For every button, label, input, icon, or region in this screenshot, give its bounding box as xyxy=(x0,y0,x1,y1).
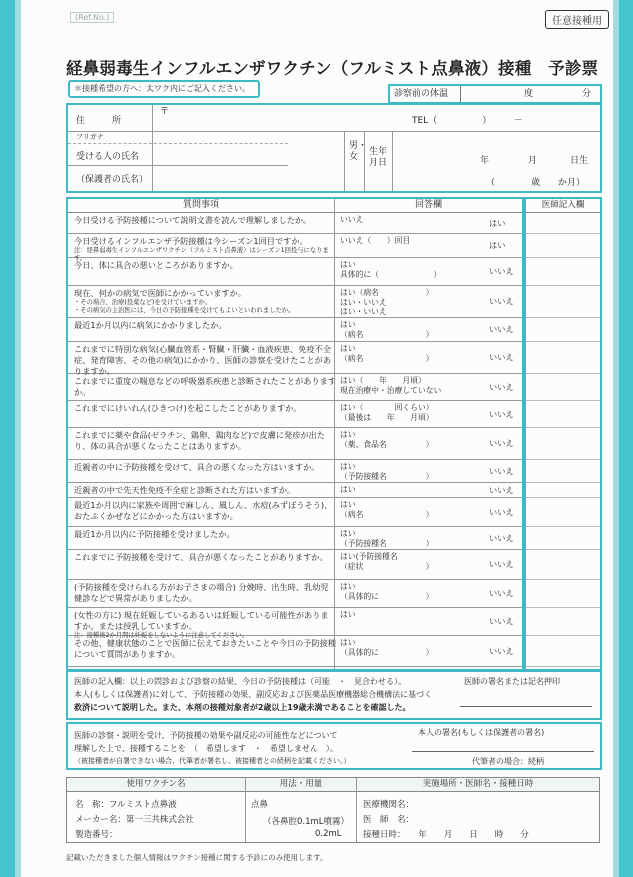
question-row[interactable] xyxy=(68,318,522,342)
answer-option-left[interactable]: いいえ（ ）回目 xyxy=(340,236,411,245)
question-note: 注：経鼻弱毒生インフルエンザワクチン（フルミスト点鼻液）はシーズン1回投与になります。 xyxy=(74,247,329,262)
question-text xyxy=(74,582,336,604)
postal-mark: 〒 xyxy=(160,107,170,117)
answer-option-right[interactable]: いいえ xyxy=(489,296,514,306)
question-header: 質問事項 xyxy=(68,199,335,213)
answer-option-right[interactable]: いいえ xyxy=(489,266,514,276)
question-row[interactable] xyxy=(68,636,522,667)
question-main: 近親者の中に予防接種を受けて、具合の悪くなった方はいますか。 xyxy=(74,462,320,472)
doctor-note-cell[interactable] xyxy=(526,374,600,401)
question-row[interactable] xyxy=(68,234,522,262)
location-header: 実施場所・医師名・接種日時 xyxy=(357,778,599,792)
question-row[interactable] xyxy=(68,213,522,234)
question-main: (予防接種を受けられる方がお子さまの場合) 分娩時、出生時、乳幼児健診などで異常がありましたか。 xyxy=(74,582,329,603)
answer-option-left[interactable]: はい（病名 ） はい・いいえ はい・いいえ xyxy=(340,288,434,317)
consent-sign-line[interactable] xyxy=(412,751,594,752)
answer-option-left[interactable]: いいえ xyxy=(340,215,364,224)
question-text xyxy=(74,288,336,315)
vaccine-table xyxy=(66,777,600,843)
temperature-box[interactable] xyxy=(388,84,602,104)
question-row[interactable] xyxy=(68,550,522,580)
tel-label: TEL（ ） － xyxy=(412,116,523,126)
question-text xyxy=(74,376,336,398)
doctor-explanation-2: 救済について説明した。また、本剤の接種対象者が2歳以上19歳未満であることを確認した。 xyxy=(74,703,411,712)
answer-option-right[interactable]: いいえ xyxy=(489,616,514,626)
question-main: これまでに重度の喘息などの呼吸器系疾患と診断されたことがありますか。 xyxy=(74,376,337,397)
doctor-note-cell[interactable] xyxy=(526,460,600,483)
birth-divider xyxy=(364,131,365,191)
question-text xyxy=(74,403,336,414)
question-main: これまでにけいれん(ひきつけ)を起こしたことがありますか。 xyxy=(74,403,302,413)
question-note: ・その場合、治療(投薬など)を受けていますか。 ・その病気の主治医には、今日の予防接種を受けてもよいといわれましたか。 xyxy=(74,299,295,314)
doctor-section xyxy=(66,670,602,720)
answer-option-left[interactable]: はい （病名 ） xyxy=(340,500,434,519)
vaccine-divider-1 xyxy=(245,778,246,842)
minute-unit: 分 xyxy=(582,89,592,99)
sex-divider xyxy=(344,131,345,191)
consent-proxy-note: （被接種者が自署できない場合、代筆者が署名し、被接種者との続柄を記載ください。） xyxy=(74,757,351,765)
answer-option-left[interactable]: はい （薬、食品名 ） xyxy=(340,430,434,449)
answer-option-left[interactable]: はい （病名 ） xyxy=(340,320,434,339)
question-main: 今日受ける予防接種について説明文書を読んで理解しましたか。 xyxy=(74,215,312,225)
doctor-note-cell[interactable] xyxy=(526,483,600,498)
doctor-sign-line[interactable] xyxy=(460,706,592,707)
answer-option-right[interactable]: いいえ xyxy=(489,485,514,495)
answer-option-left[interactable]: はい （具体的に ） xyxy=(340,582,434,601)
question-main: 最近1か月以内に病気にかかりましたか。 xyxy=(74,320,227,330)
total-dose: 0.2mL xyxy=(315,829,342,839)
doctor-note-cell[interactable] xyxy=(526,580,600,608)
reference-label: (Ref.No.) xyxy=(70,12,114,23)
question-note: 注：接種後2か月間は妊娠をしないように注意してください。 xyxy=(74,632,249,639)
answer-option-right[interactable]: いいえ xyxy=(489,559,514,569)
question-main: 今日、体に具合の悪いところがありますか。 xyxy=(74,260,238,270)
question-row[interactable] xyxy=(68,527,522,550)
answer-option-right[interactable]: いいえ xyxy=(489,352,514,362)
birth-label: 生年月日 xyxy=(369,147,388,168)
answer-option-left[interactable]: はい （予防接種名 ） xyxy=(340,462,434,481)
question-row[interactable] xyxy=(68,428,522,460)
doctor-explanation-1: 本人(もしくは保護者)に対して、予防接種の効果、副反応および医薬品医療機器総合機構法に基づく xyxy=(74,690,433,699)
vaccine-maker: メーカー名：第一三共株式会社 xyxy=(75,815,194,825)
question-main: 最近1か月以内に予防接種を受けましたか。 xyxy=(74,529,235,539)
consent-sign-label: 本人の署名(もしくは保護者の署名) xyxy=(418,728,545,737)
answer-option-right[interactable]: いいえ xyxy=(489,408,514,419)
question-row[interactable] xyxy=(68,286,522,318)
doctor-note-cell[interactable] xyxy=(526,258,600,286)
doctor-note-cell[interactable] xyxy=(526,318,600,342)
age-field[interactable]: （ 歳 か月） xyxy=(486,178,586,188)
vaccine-divider-2 xyxy=(356,778,357,842)
degree-unit: 度 xyxy=(524,89,534,99)
answer-option-right[interactable]: はい xyxy=(489,240,506,250)
doctor-note-cell[interactable] xyxy=(526,401,600,428)
question-row[interactable] xyxy=(68,460,522,483)
answer-divider xyxy=(334,199,335,669)
question-text xyxy=(74,260,336,271)
question-row[interactable] xyxy=(68,258,522,286)
left-edge-stripe xyxy=(0,0,15,877)
doctor-note-cell[interactable] xyxy=(526,286,600,318)
doctor-note-cell[interactable] xyxy=(526,498,600,527)
proxy-relation-label: 代筆者の場合：続柄 xyxy=(472,757,544,766)
temperature-label: 診察前の体温 xyxy=(390,86,461,102)
doctor-note-cell[interactable] xyxy=(526,608,600,636)
doctor-name-field[interactable]: 医 師 名： xyxy=(363,815,415,825)
dose-per-nostril: （各鼻腔0.1mL噴霧） xyxy=(263,817,350,827)
right-edge-stripe xyxy=(619,0,633,877)
answer-option-left[interactable]: はい （予防接種名 ） xyxy=(340,529,434,548)
privacy-footer: 記載いただきました個人情報はワクチン接種に関する予診にのみ使用します。 xyxy=(66,853,328,862)
vaccine-name: 名 称：フルミスト点鼻液 xyxy=(75,800,177,810)
question-text xyxy=(74,320,336,331)
voluntary-badge: 任意接種用 xyxy=(545,10,609,29)
vaccine-name-header: 使用ワクチン名 xyxy=(67,778,246,792)
question-text xyxy=(74,462,336,473)
question-row[interactable] xyxy=(68,342,522,374)
question-row[interactable] xyxy=(68,374,522,401)
question-row[interactable] xyxy=(68,483,522,498)
answer-header: 回答欄 xyxy=(335,199,522,213)
question-main: これまでに薬や食品(ゼラチン、鶏卵、鶏肉など)で皮膚に発疹が出たり、体の具合が悪くなったことはありますか。 xyxy=(74,430,325,451)
answer-option-right[interactable]: いいえ xyxy=(489,645,514,656)
answer-option-left[interactable]: はい(予防接種名 （症状 ） xyxy=(340,552,434,571)
question-main: 最近1か月以内に家族や周囲で麻しん、風しん、水痘(みずぼうそう)、おたふくかぜなどにかかった方はいますか。 xyxy=(74,500,333,521)
doctor-note-cell[interactable] xyxy=(526,342,600,374)
question-row[interactable] xyxy=(68,608,522,639)
address-row[interactable] xyxy=(68,105,600,132)
question-text xyxy=(74,485,336,496)
vaccination-datetime[interactable]: 接種日時： 年 月 日 時 分 xyxy=(363,830,529,840)
question-text xyxy=(74,430,336,452)
address-label: 住 所 xyxy=(76,116,122,126)
consent-line-1: 医師の診察・説明を受け、予防接種の効果や副反応の可能性などについて xyxy=(74,731,338,740)
name-row[interactable] xyxy=(68,143,288,166)
name-label: 受ける人の氏名 xyxy=(76,152,140,162)
question-text xyxy=(74,500,336,522)
answer-option-right[interactable]: いいえ xyxy=(489,532,514,543)
answer-option-right[interactable]: いいえ xyxy=(489,506,514,517)
answer-option-left[interactable]: はい （具体的に ） xyxy=(340,638,434,657)
doctor-note-cell[interactable] xyxy=(526,213,600,234)
doctor-note-cell[interactable] xyxy=(526,428,600,460)
question-text xyxy=(74,638,336,660)
lot-number[interactable]: 製造番号： xyxy=(75,830,118,840)
answer-option-right[interactable]: いいえ xyxy=(489,588,514,598)
answer-option-left[interactable]: はい （病名 ） xyxy=(340,344,434,363)
doctor-note-cell[interactable] xyxy=(526,234,600,258)
doctor-decision[interactable]: 医師の記入欄：以上の問診および診察の結果、今日の予防接種は（可能 ・ 見合わせる）。 xyxy=(74,677,406,686)
answer-option-left[interactable]: はい（ 回くらい） （最後は 年 月頃） xyxy=(340,403,434,422)
answer-option-right[interactable]: いいえ xyxy=(489,438,514,448)
question-text xyxy=(74,529,336,540)
answer-option-right[interactable]: いいえ xyxy=(489,465,514,476)
birth-value-divider xyxy=(392,131,393,191)
answer-option-right[interactable]: いいえ xyxy=(489,381,514,392)
doctor-note-cell[interactable] xyxy=(526,636,600,667)
question-text xyxy=(74,215,336,226)
dosage-header: 用法・用量 xyxy=(246,778,357,792)
question-main: 近親者の中で先天性免疫不全症と診断された方はいますか。 xyxy=(74,485,296,495)
guardian-label: （保護者の氏名） xyxy=(76,175,149,185)
doctor-note-cell[interactable] xyxy=(526,550,600,580)
answer-option-left[interactable]: はい（ 年 月頃） 現在治療中・治療していない xyxy=(340,376,442,395)
answer-option-left[interactable]: はい xyxy=(340,485,356,494)
consent-choice[interactable]: 理解した上で、接種することを （ 希望します ・ 希望しません ）。 xyxy=(74,744,338,753)
sex-label[interactable]: 男・女 xyxy=(349,141,368,162)
consent-section xyxy=(66,722,602,770)
answer-option-left[interactable]: はい 具体的に（ ） xyxy=(340,260,442,279)
furigana-label: フリガナ xyxy=(76,133,104,141)
route: 点鼻 xyxy=(251,800,269,810)
answer-option-right[interactable]: はい xyxy=(489,217,506,228)
guardian-row[interactable] xyxy=(68,165,288,191)
answer-option-right[interactable]: いいえ xyxy=(489,324,514,334)
question-text xyxy=(74,552,336,563)
answer-option-left[interactable]: はい xyxy=(340,610,356,619)
birth-year: 年 xyxy=(480,156,490,166)
question-row[interactable] xyxy=(68,401,522,428)
doctor-column-header: 医師記入欄 xyxy=(526,199,600,213)
question-row[interactable] xyxy=(68,498,522,527)
form-title: 経鼻弱毒生インフルエンザワクチン（フルミスト点鼻液）接種 予診票 xyxy=(66,59,599,78)
personal-info-box xyxy=(66,103,602,193)
instruction-note: ＊接種希望の方へ：太ワク内にご記入ください。 xyxy=(68,80,260,98)
question-main: これまでに予防接種を受けて、具合が悪くなったことがありますか。 xyxy=(74,552,328,562)
facility-field[interactable]: 医療機関名： xyxy=(363,800,415,810)
question-row[interactable] xyxy=(68,580,522,608)
doctor-column xyxy=(524,197,602,671)
question-main: (女性の方に) 現在妊娠しているあるいは妊娠している可能性がありますか。または授乳していますか。 xyxy=(74,610,329,631)
questionnaire-table xyxy=(66,197,524,671)
question-main: 今日受けるインフルエンザ予防接種は今シーズン1回目ですか。 xyxy=(74,236,308,246)
question-text xyxy=(74,344,336,377)
question-main: 現在、何かの病気で医師にかかっていますか。 xyxy=(74,288,246,298)
question-main: これまでに特別な病気(心臓血管系・腎臓・肝臓・血液疾患、免疫不全症、発育障害、その他の病気)にかかり、医師の診察を受けたことがありますか。 xyxy=(74,344,332,376)
birth-day: 日生 xyxy=(570,156,589,166)
doctor-note-cell[interactable] xyxy=(526,527,600,550)
doctor-sign-label: 医師の署名または記名押印 xyxy=(464,677,560,686)
question-main: その他、健康状態のことで医師に伝えておきたいことや今日の予防接種について質問がありますか。 xyxy=(74,638,337,659)
birth-month: 月 xyxy=(528,156,538,166)
